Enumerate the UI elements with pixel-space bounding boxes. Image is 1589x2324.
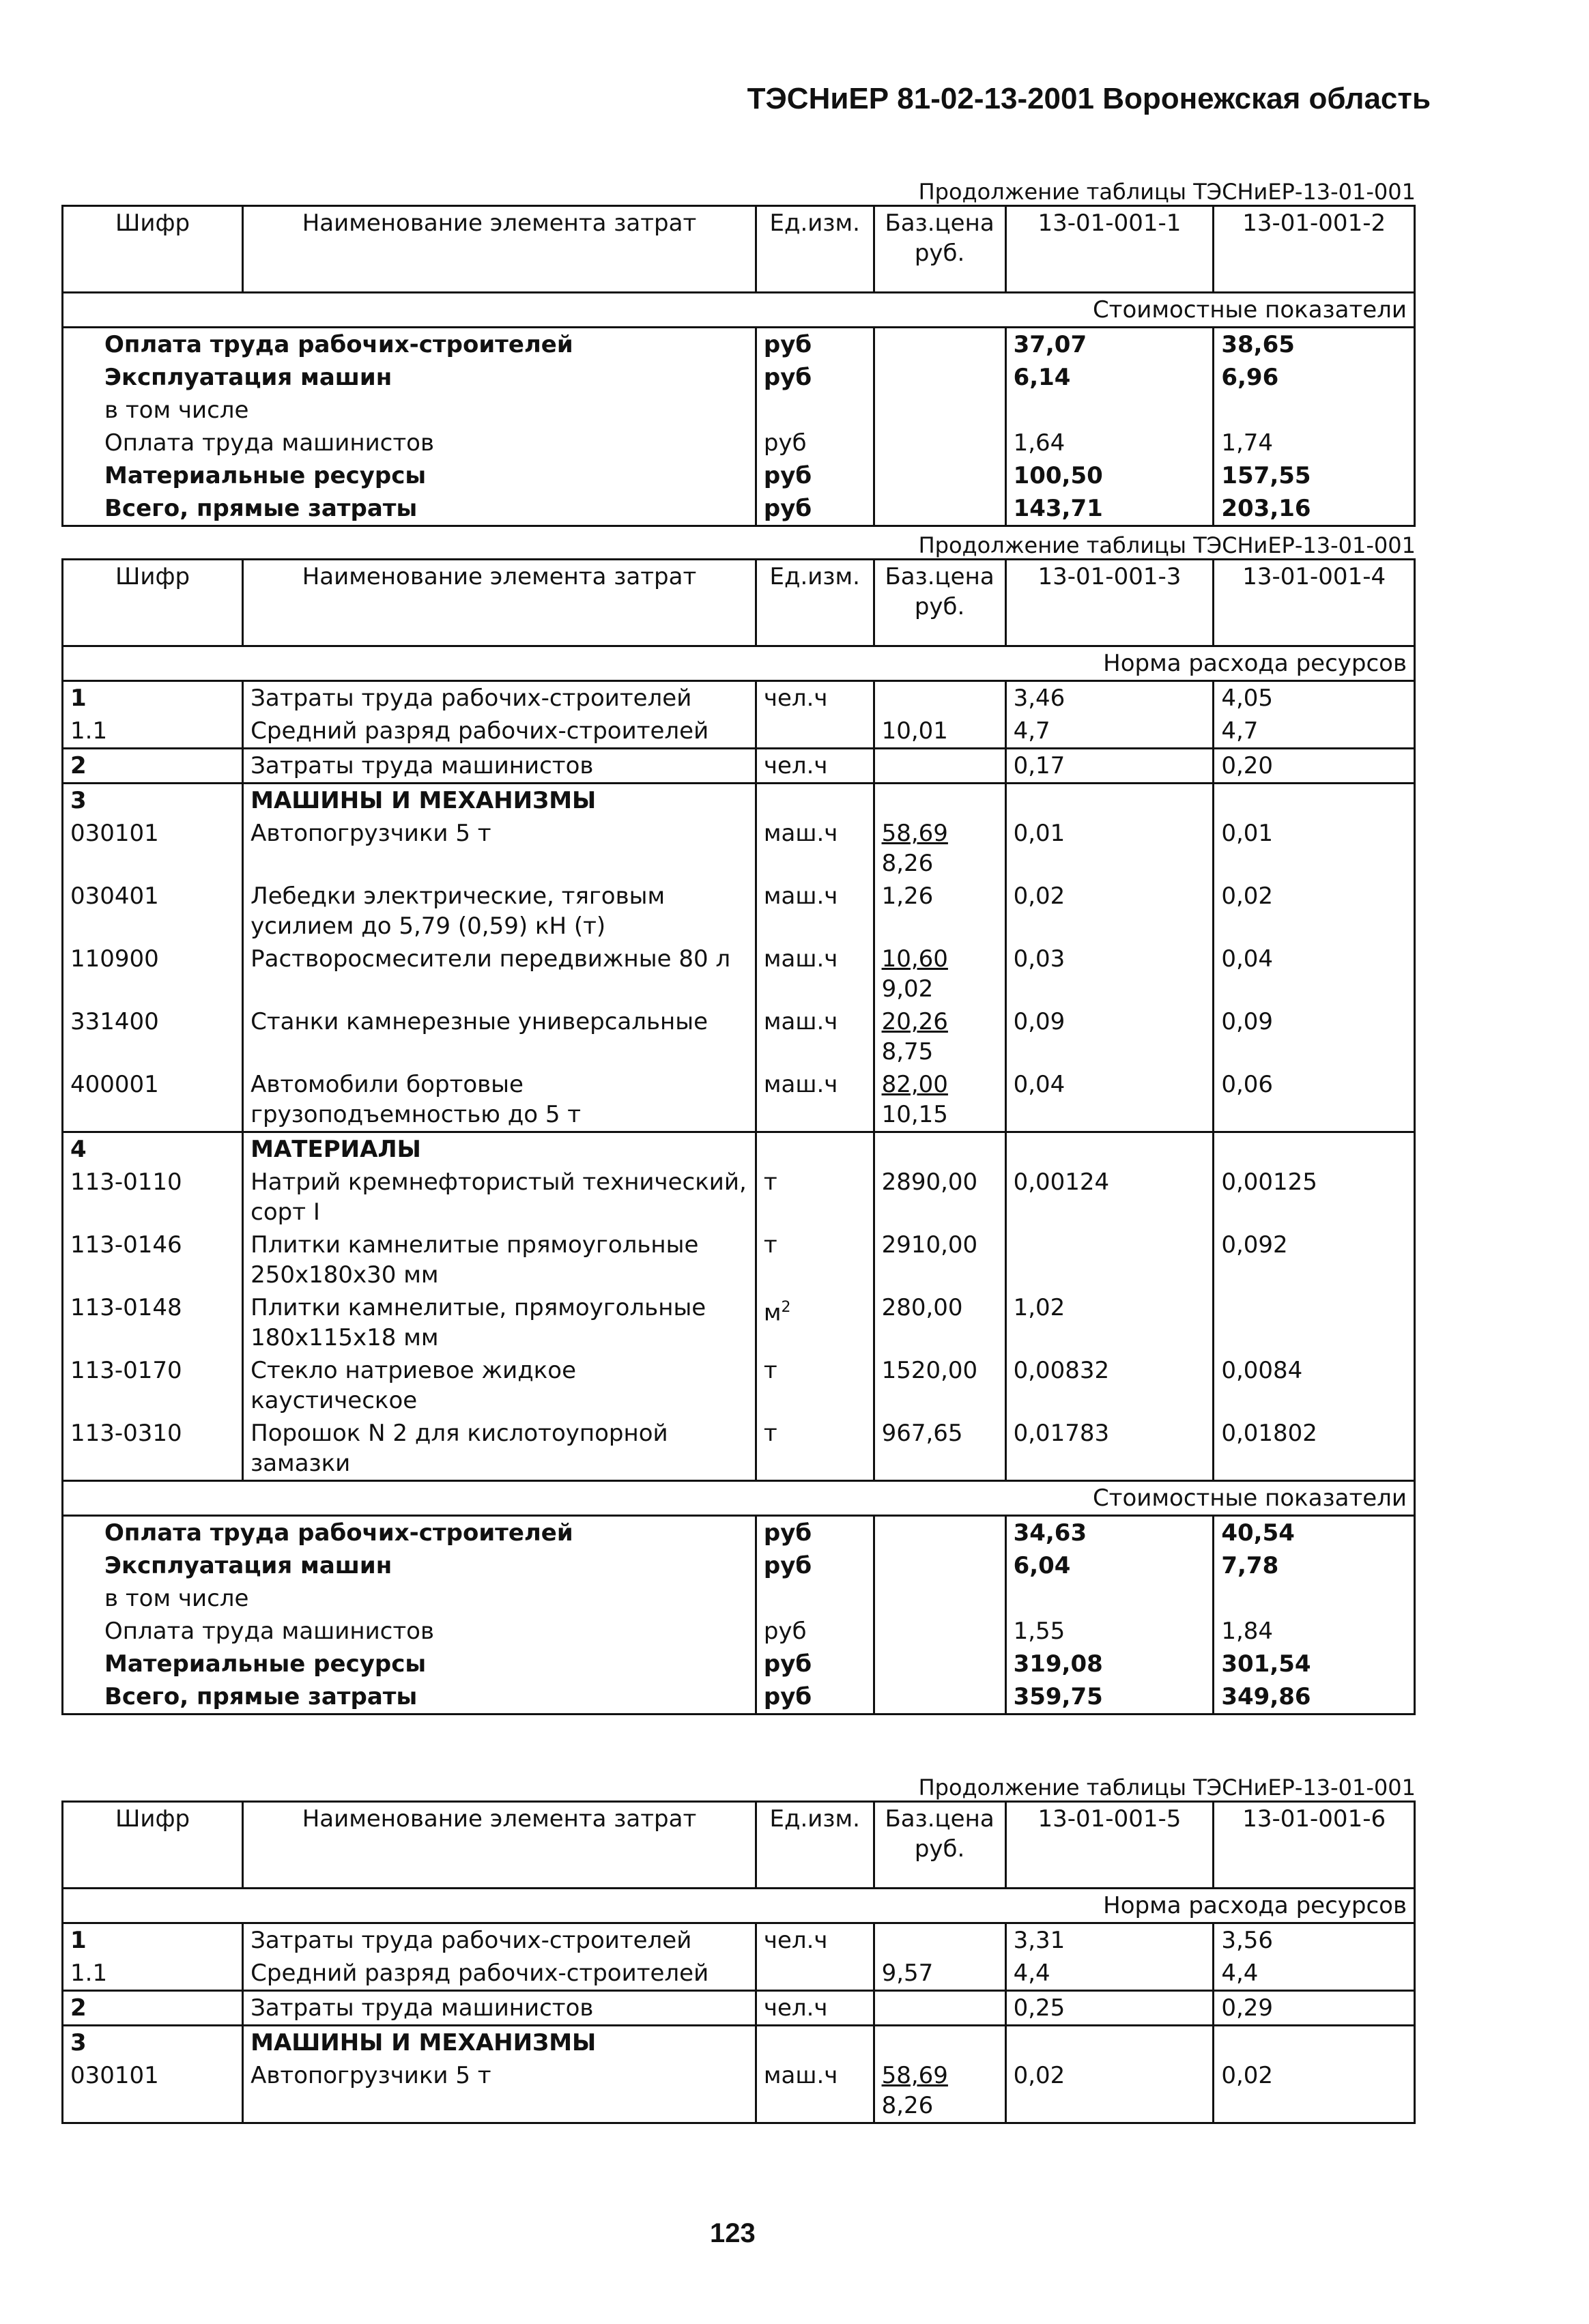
row-value-a: 0,00124: [1005, 1166, 1214, 1229]
summary-row: [63, 1615, 1415, 1648]
row-name: Натрий кремнефтористый технический, сорт I: [243, 1166, 756, 1229]
table-row: [63, 1354, 1415, 1417]
row-unit: чел.ч: [756, 749, 874, 784]
section-row-cost: [63, 293, 1415, 328]
row-name: МАШИНЫ И МЕХАНИЗМЫ: [243, 784, 756, 818]
row-unit: [756, 1957, 874, 1991]
summary-label: Эксплуатация машин: [104, 364, 392, 391]
summary-value-a: 143,71: [1005, 492, 1214, 526]
row-unit: чел.ч: [756, 681, 874, 715]
summary-body: [63, 1516, 1415, 1715]
price-base: 10,60: [881, 945, 948, 973]
price-sub: 9,02: [881, 975, 934, 1003]
summary-row: [63, 427, 1415, 459]
table-row: [63, 784, 1415, 818]
row-code: 4: [63, 1132, 243, 1166]
row-value-b: 0,29: [1214, 1991, 1415, 2026]
row-value-a: 4,7: [1005, 715, 1214, 749]
row-code: 1: [63, 1923, 243, 1957]
col-price-header: Баз.цена руб.: [874, 560, 1005, 646]
row-unit: маш.ч: [756, 1005, 874, 1068]
row-name: Средний разряд рабочих-строителей: [243, 1957, 756, 1991]
table-row: [63, 749, 1415, 784]
row-code: 113-0170: [70, 1357, 182, 1384]
summary-price: [874, 459, 1005, 492]
summary-value-a: 34,63: [1005, 1516, 1214, 1550]
row-unit: т: [756, 1229, 874, 1291]
summary-price: [874, 1615, 1005, 1648]
summary-value-a: 1,55: [1005, 1615, 1214, 1648]
summary-row: [63, 361, 1415, 394]
row-name: Затраты труда рабочих-строителей: [243, 681, 756, 715]
row-name: Станки камнерезные универсальные: [243, 1005, 756, 1068]
col-unit-header: Ед.изм.: [756, 206, 874, 293]
summary-unit: руб: [756, 1516, 874, 1550]
row-code: 1: [63, 681, 243, 715]
summary-price: [874, 1516, 1005, 1550]
table-row: [63, 1923, 1415, 1957]
table-row: [63, 1166, 1415, 1229]
row-code: 030401: [70, 883, 159, 910]
summary-row: [63, 1516, 1415, 1550]
row-code: 331400: [70, 1008, 159, 1035]
summary-label: Материальные ресурсы: [104, 1650, 427, 1678]
row-value-b: [1214, 1132, 1415, 1166]
row-name: Автомобили бортовые грузоподъемностью до 5 т: [243, 1068, 756, 1132]
summary-row: [63, 1680, 1415, 1715]
col-code-header: Шифр: [63, 560, 243, 646]
row-name: Плитки камнелитые прямоугольные 250x180x30 мм: [243, 1229, 756, 1291]
row-code: 1.1: [70, 717, 108, 745]
row-unit: маш.ч: [756, 2059, 874, 2123]
row-unit: маш.ч: [756, 817, 874, 880]
row-code: 2: [63, 1991, 243, 2026]
summary-row: [63, 492, 1415, 526]
row-value-a: 0,01783: [1005, 1417, 1214, 1481]
summary-price: [874, 394, 1005, 427]
col-b-header: 13-01-001-4: [1214, 560, 1415, 646]
row-value-a: 0,25: [1005, 1991, 1214, 2026]
table-row: [63, 880, 1415, 943]
table-row: [63, 2059, 1415, 2123]
row-code: 2: [63, 749, 243, 784]
row-price: [874, 817, 1005, 880]
price-sub: 8,75: [881, 1038, 934, 1065]
row-value-b: [1214, 784, 1415, 818]
summary-price: [874, 1648, 1005, 1680]
row-value-a: [1005, 1229, 1214, 1291]
row-price: [874, 2026, 1005, 2060]
row-value-a: 0,00832: [1005, 1354, 1214, 1417]
price-sub: 10,15: [881, 1101, 948, 1128]
row-value-b: 0,00125: [1214, 1166, 1415, 1229]
summary-value-a: 319,08: [1005, 1648, 1214, 1680]
summary-value-b: 40,54: [1214, 1516, 1415, 1550]
row-unit: [756, 715, 874, 749]
table-row: [63, 1991, 1415, 2026]
col-a-header: 13-01-001-1: [1005, 206, 1214, 293]
table-block-2: [61, 558, 1416, 1715]
summary-unit: руб: [756, 492, 874, 526]
row-price: [874, 749, 1005, 784]
row-value-b: 4,05: [1214, 681, 1415, 715]
table-row: [63, 1417, 1415, 1481]
row-value-a: 1,02: [1005, 1291, 1214, 1354]
row-value-a: 3,46: [1005, 681, 1214, 715]
summary-label: Оплата труда рабочих-строителей: [104, 331, 573, 358]
row-price: 1520,00: [874, 1354, 1005, 1417]
summary-value-b: 203,16: [1214, 492, 1415, 526]
col-price-header: Баз.цена руб.: [874, 1802, 1005, 1889]
continuation-caption-1: Продолжение таблицы ТЭСНиЕР-13-01-001: [918, 179, 1416, 205]
page-header: ТЭСНиЕР 81-02-13-2001 Воронежская область: [747, 82, 1431, 115]
row-price: 1,26: [874, 880, 1005, 943]
summary-unit: руб: [756, 1549, 874, 1582]
row-price: 967,65: [874, 1417, 1005, 1481]
row-value-a: [1005, 784, 1214, 818]
row-code: 110900: [70, 945, 159, 973]
summary-value-b: 1,84: [1214, 1615, 1415, 1648]
table-row: [63, 1005, 1415, 1068]
row-name: Затраты труда машинистов: [243, 749, 756, 784]
resource-body: [63, 681, 1415, 1481]
summary-label: Всего, прямые затраты: [104, 1683, 418, 1710]
table-row: [63, 715, 1415, 749]
summary-row: [63, 1549, 1415, 1582]
row-price: [874, 1132, 1005, 1166]
row-value-b: 0,01: [1214, 817, 1415, 880]
col-a-header: 13-01-001-5: [1005, 1802, 1214, 1889]
row-name: Средний разряд рабочих-строителей: [243, 715, 756, 749]
table-block-3: [61, 1801, 1416, 2124]
summary-value-b: [1214, 1582, 1415, 1615]
summary-label: Эксплуатация машин: [104, 1552, 392, 1579]
summary-value-b: 349,86: [1214, 1680, 1415, 1715]
price-sub: 8,26: [881, 850, 934, 877]
col-code-header: Шифр: [63, 1802, 243, 1889]
table-header-row: [63, 1802, 1415, 1889]
section-label: Норма расхода ресурсов: [63, 1889, 1415, 1923]
row-code: 030101: [70, 820, 159, 847]
col-price-header: Баз.цена руб.: [874, 206, 1005, 293]
summary-row: [63, 394, 1415, 427]
summary-label: Материальные ресурсы: [104, 462, 427, 489]
summary-price: [874, 1680, 1005, 1715]
row-unit: т: [756, 1166, 874, 1229]
section-label: Стоимостные показатели: [63, 1481, 1415, 1516]
row-value-a: 0,02: [1005, 2059, 1214, 2123]
row-price: [874, 1991, 1005, 2026]
row-price: [874, 1005, 1005, 1068]
summary-label: Оплата труда машинистов: [104, 1618, 435, 1645]
table-row: [63, 943, 1415, 1005]
summary-row: [63, 1648, 1415, 1680]
summary-unit: руб: [756, 328, 874, 362]
row-price: [874, 943, 1005, 1005]
summary-value-b: 38,65: [1214, 328, 1415, 362]
col-b-header: 13-01-001-6: [1214, 1802, 1415, 1889]
table-row: [63, 1132, 1415, 1166]
row-name: Затраты труда машинистов: [243, 1991, 756, 2026]
row-value-b: 4,4: [1214, 1957, 1415, 1991]
row-price: 2910,00: [874, 1229, 1005, 1291]
row-unit: маш.ч: [756, 880, 874, 943]
row-value-a: 4,4: [1005, 1957, 1214, 1991]
summary-value-b: 301,54: [1214, 1648, 1415, 1680]
summary-unit: руб: [756, 459, 874, 492]
row-code: 113-0110: [70, 1168, 182, 1196]
unit-superscript: 2: [781, 1299, 791, 1316]
col-b-header: 13-01-001-2: [1214, 206, 1415, 293]
table-row: [63, 1229, 1415, 1291]
row-name: Автопогрузчики 5 т: [243, 817, 756, 880]
row-value-b: 0,02: [1214, 2059, 1415, 2123]
price-base: 20,26: [881, 1008, 948, 1035]
row-value-b: 3,56: [1214, 1923, 1415, 1957]
row-value-b: 0,09: [1214, 1005, 1415, 1068]
row-unit: [756, 2026, 874, 2060]
col-name-header: Наименование элемента затрат: [243, 1802, 756, 1889]
summary-price: [874, 1582, 1005, 1615]
row-value-b: 0,04: [1214, 943, 1415, 1005]
summary-value-b: 157,55: [1214, 459, 1415, 492]
row-name: Затраты труда рабочих-строителей: [243, 1923, 756, 1957]
row-value-b: [1214, 1291, 1415, 1354]
row-price: [874, 681, 1005, 715]
summary-price: [874, 492, 1005, 526]
row-unit: маш.ч: [756, 943, 874, 1005]
row-price: [874, 2059, 1005, 2123]
summary-label: Оплата труда машинистов: [104, 429, 435, 457]
row-value-b: 0,0084: [1214, 1354, 1415, 1417]
summary-unit: [756, 394, 874, 427]
row-unit: маш.ч: [756, 1068, 874, 1132]
summary-unit: руб: [756, 1680, 874, 1715]
summary-value-a: 359,75: [1005, 1680, 1214, 1715]
summary-unit: [756, 1582, 874, 1615]
row-value-a: 0,09: [1005, 1005, 1214, 1068]
row-code: 113-0310: [70, 1420, 182, 1447]
row-value-a: 0,04: [1005, 1068, 1214, 1132]
row-value-a: [1005, 2026, 1214, 2060]
page-number: 123: [710, 2218, 756, 2248]
row-unit: т: [756, 1417, 874, 1481]
summary-value-a: 100,50: [1005, 459, 1214, 492]
summary-value-a: [1005, 394, 1214, 427]
summary-label: в том числе: [104, 1585, 249, 1612]
row-value-a: 0,17: [1005, 749, 1214, 784]
col-code-header: Шифр: [63, 206, 243, 293]
section-row-cost: [63, 1481, 1415, 1516]
table-row: [63, 2026, 1415, 2060]
summary-label: Всего, прямые затраты: [104, 495, 418, 522]
col-unit-header: Ед.изм.: [756, 560, 874, 646]
row-price: [874, 784, 1005, 818]
row-name: МАШИНЫ И МЕХАНИЗМЫ: [243, 2026, 756, 2060]
summary-price: [874, 1549, 1005, 1582]
table-row: [63, 1957, 1415, 1991]
summary-value-a: 6,04: [1005, 1549, 1214, 1582]
summary-row: [63, 1582, 1415, 1615]
col-unit-header: Ед.изм.: [756, 1802, 874, 1889]
summary-unit: руб: [756, 427, 874, 459]
row-name: МАТЕРИАЛЫ: [243, 1132, 756, 1166]
row-unit: чел.ч: [756, 1991, 874, 2026]
summary-row: [63, 459, 1415, 492]
summary-value-a: 37,07: [1005, 328, 1214, 362]
price-sub: 8,26: [881, 2092, 934, 2119]
row-value-b: 0,02: [1214, 880, 1415, 943]
row-name: Порошок N 2 для кислотоупорной замазки: [243, 1417, 756, 1481]
row-name: Стекло натриевое жидкое каустическое: [243, 1354, 756, 1417]
row-value-a: 0,01: [1005, 817, 1214, 880]
table-block-1: [61, 205, 1416, 527]
row-name: Лебедки электрические, тяговым усилием до 5,79 (0,59) кН (т): [243, 880, 756, 943]
summary-value-b: [1214, 394, 1415, 427]
section-row-norm: [63, 646, 1415, 681]
summary-value-b: 1,74: [1214, 427, 1415, 459]
section-row-norm: [63, 1889, 1415, 1923]
summary-price: [874, 328, 1005, 362]
row-unit: [756, 1132, 874, 1166]
row-value-b: [1214, 2026, 1415, 2060]
row-code: 113-0148: [70, 1294, 182, 1321]
row-unit: [756, 784, 874, 818]
price-base: 58,69: [881, 820, 948, 847]
resource-body: [63, 1923, 1415, 2123]
table-header-row: [63, 206, 1415, 293]
row-value-b: 4,7: [1214, 715, 1415, 749]
summary-value-a: [1005, 1582, 1214, 1615]
col-name-header: Наименование элемента затрат: [243, 560, 756, 646]
row-unit: т: [756, 1354, 874, 1417]
row-price: 2890,00: [874, 1166, 1005, 1229]
col-name-header: Наименование элемента затрат: [243, 206, 756, 293]
summary-row: [63, 328, 1415, 362]
row-value-b: 0,06: [1214, 1068, 1415, 1132]
summary-label: в том числе: [104, 397, 249, 424]
row-value-a: 0,03: [1005, 943, 1214, 1005]
row-price: 280,00: [874, 1291, 1005, 1354]
summary-unit: руб: [756, 1648, 874, 1680]
row-price: 10,01: [874, 715, 1005, 749]
summary-unit: руб: [756, 1615, 874, 1648]
row-price: [874, 1068, 1005, 1132]
table-row: [63, 817, 1415, 880]
price-base: 58,69: [881, 2062, 948, 2089]
summary-value-a: 6,14: [1005, 361, 1214, 394]
table-header-row: [63, 560, 1415, 646]
row-value-a: 0,02: [1005, 880, 1214, 943]
row-code: 3: [63, 784, 243, 818]
row-price: [874, 1923, 1005, 1957]
row-value-a: [1005, 1132, 1214, 1166]
summary-body: [63, 328, 1415, 526]
price-base: 82,00: [881, 1071, 948, 1098]
row-name: Растворосмесители передвижные 80 л: [243, 943, 756, 1005]
summary-unit: руб: [756, 361, 874, 394]
row-price: 9,57: [874, 1957, 1005, 1991]
col-a-header: 13-01-001-3: [1005, 560, 1214, 646]
row-unit: чел.ч: [756, 1923, 874, 1957]
section-label: Стоимостные показатели: [63, 293, 1415, 328]
summary-value-b: 6,96: [1214, 361, 1415, 394]
section-label: Норма расхода ресурсов: [63, 646, 1415, 681]
row-code: 400001: [70, 1071, 159, 1098]
row-value-a: 3,31: [1005, 1923, 1214, 1957]
row-name: Плитки камнелитые, прямоугольные 180x115x18 мм: [243, 1291, 756, 1354]
row-code: 1.1: [70, 1960, 108, 1987]
row-name: Автопогрузчики 5 т: [243, 2059, 756, 2123]
summary-price: [874, 427, 1005, 459]
table-row: [63, 681, 1415, 715]
row-unit: $м^2$: [756, 1291, 874, 1354]
summary-value-b: 7,78: [1214, 1549, 1415, 1582]
row-value-b: 0,20: [1214, 749, 1415, 784]
row-code: 3: [63, 2026, 243, 2060]
row-code: 030101: [70, 2062, 159, 2089]
row-value-b: 0,01802: [1214, 1417, 1415, 1481]
table-row: [63, 1068, 1415, 1132]
continuation-caption-3: Продолжение таблицы ТЭСНиЕР-13-01-001: [918, 1775, 1416, 1801]
summary-value-a: 1,64: [1005, 427, 1214, 459]
row-value-b: 0,092: [1214, 1229, 1415, 1291]
summary-price: [874, 361, 1005, 394]
row-code: 113-0146: [70, 1231, 182, 1259]
table-row: [63, 1291, 1415, 1354]
continuation-caption-2: Продолжение таблицы ТЭСНиЕР-13-01-001: [918, 532, 1416, 558]
summary-label: Оплата труда рабочих-строителей: [104, 1519, 573, 1547]
